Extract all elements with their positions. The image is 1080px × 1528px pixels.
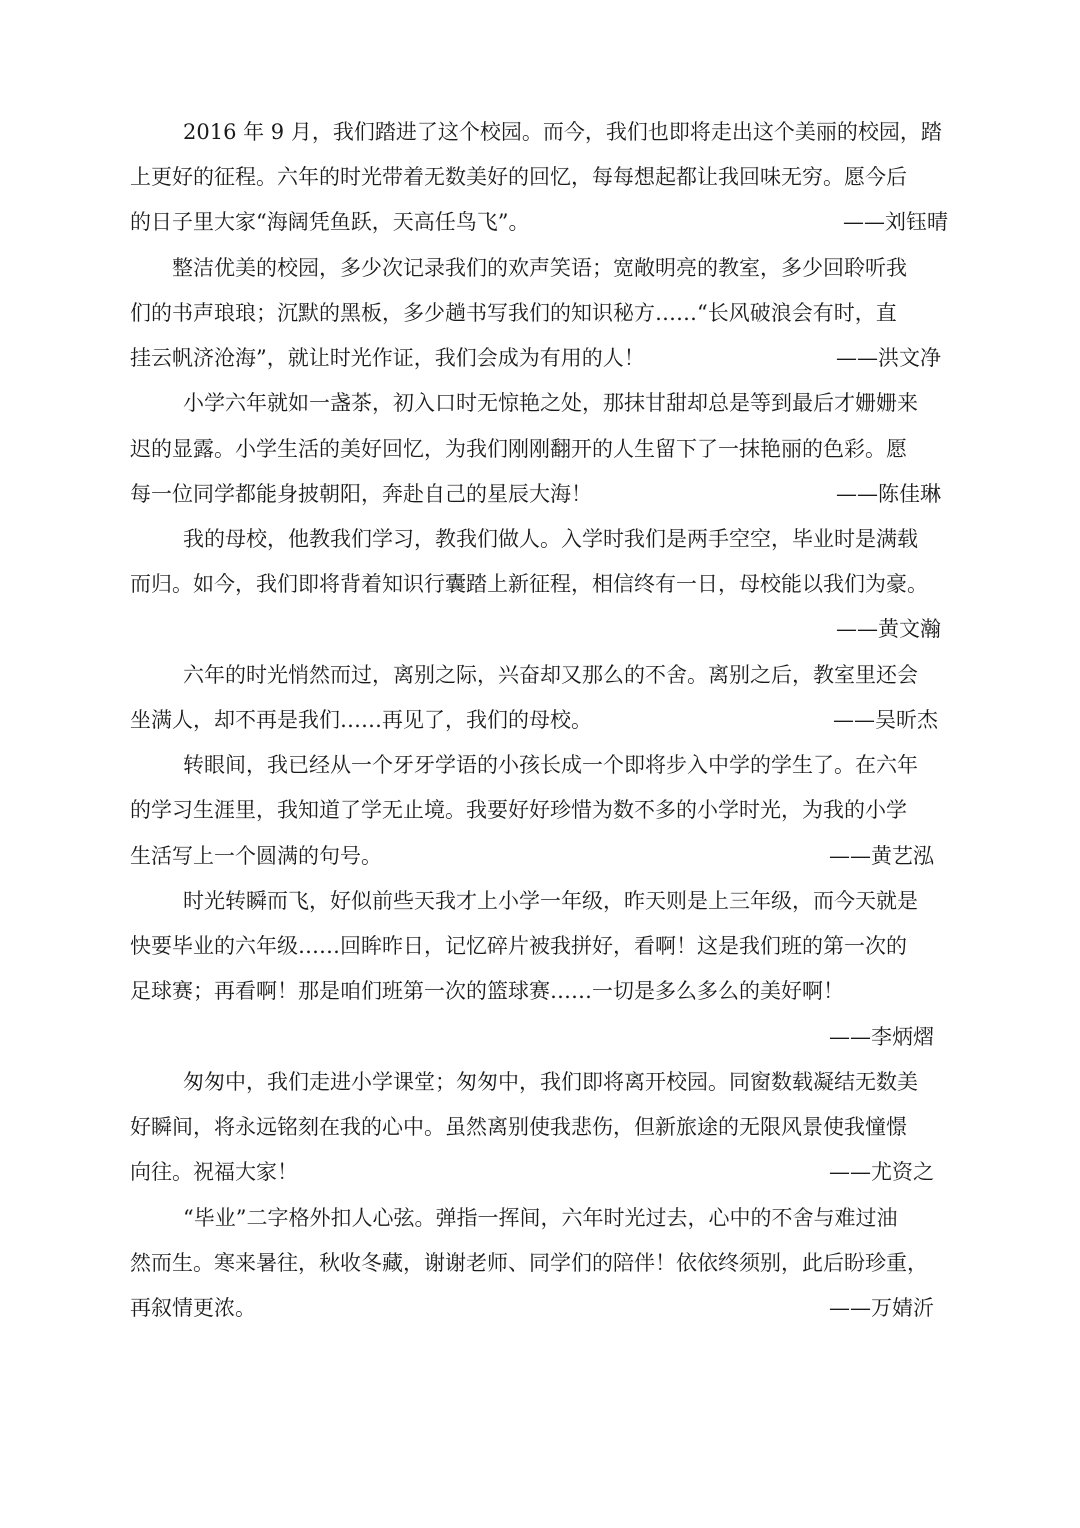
text-line: 匆匆中，我们走进小学课堂；匆匆中，我们即将离开校园。同窗数载凝结无数美 [183,1070,918,1094]
author-signature: ——黄文瀚 [836,617,941,641]
author-signature: ——吴昕杰 [833,708,938,732]
author-signature: ——洪文净 [836,346,941,370]
text-line: 时光转瞬而飞，好似前些天我才上小学一年级，昨天则是上三年级，而今天就是 [183,889,918,913]
author-signature: ——刘钰晴 [843,210,948,234]
text-line: 再叙情更浓。 [130,1296,256,1320]
text-line: 的学习生涯里，我知道了学无止境。我要好好珍惜为数不多的小学时光，为我的小学 [130,798,907,822]
text-line: 六年的时光悄然而过，离别之际，兴奋却又那么的不舍。离别之后，教室里还会 [183,663,918,687]
text-line: 我的母校，他教我们学习，教我们做人。入学时我们是两手空空，毕业时是满载 [183,527,918,551]
text-line: 转眼间，我已经从一个牙牙学语的小孩长成一个即将步入中学的学生了。在六年 [183,753,918,777]
text-line: 每一位同学都能身披朝阳，奔赴自己的星辰大海！ [130,482,592,506]
author-signature: ——万婧沂 [829,1296,934,1320]
author-signature: ——李炳熠 [829,1025,934,1049]
text-line: 坐满人，却不再是我们……再见了，我们的母校。 [130,708,592,732]
text-line: 足球赛；再看啊！那是咱们班第一次的篮球赛……一切是多么多么的美好啊！ [130,979,844,1003]
text-line: 整洁优美的校园，多少次记录我们的欢声笑语；宽敞明亮的教室，多少回聆听我 [172,256,907,280]
text-line: 挂云帆济沧海”，就让时光作证，我们会成为有用的人！ [130,346,645,370]
author-signature: ——黄艺泓 [829,844,934,868]
text-line: 好瞬间，将永远铭刻在我的心中。虽然离别使我悲伤，但新旅途的无限风景使我憧憬 [130,1115,907,1139]
text-line: 迟的显露。小学生活的美好回忆，为我们刚刚翻开的人生留下了一抹艳丽的色彩。愿 [130,437,907,461]
author-signature: ——尤资之 [829,1160,934,1184]
text-line: 然而生。寒来暑往，秋收冬藏，谢谢老师、同学们的陪伴！依依终须别，此后盼珍重， [130,1251,928,1275]
text-line: 而归。如今，我们即将背着知识行囊踏上新征程，相信终有一日，母校能以我们为豪。 [130,572,928,596]
text-line: 生活写上一个圆满的句号。 [130,844,382,868]
text-line: 快要毕业的六年级……回眸昨日，记忆碎片被我拼好，看啊！这是我们班的第一次的 [130,934,907,958]
text-line: 的日子里大家“海阔凭鱼跃，天高任鸟飞”。 [130,210,530,234]
text-line: 小学六年就如一盏茶，初入口时无惊艳之处，那抹甘甜却总是等到最后才姗姗来 [183,391,918,415]
text-line: “毕业”二字格外扣人心弦。弹指一挥间，六年时光过去，心中的不舍与难过油 [183,1206,898,1230]
author-signature: ——陈佳琳 [836,482,941,506]
text-line: 2016 年 9 月，我们踏进了这个校园。而今，我们也即将走出这个美丽的校园，踏 [183,120,942,144]
text-line: 上更好的征程。六年的时光带着无数美好的回忆，每每想起都让我回味无穷。愿今后 [130,165,907,189]
text-line: 们的书声琅琅；沉默的黑板，多少趟书写我们的知识秘方……“长风破浪会有时，直 [130,301,897,325]
text-line: 向往。祝福大家！ [130,1160,298,1184]
